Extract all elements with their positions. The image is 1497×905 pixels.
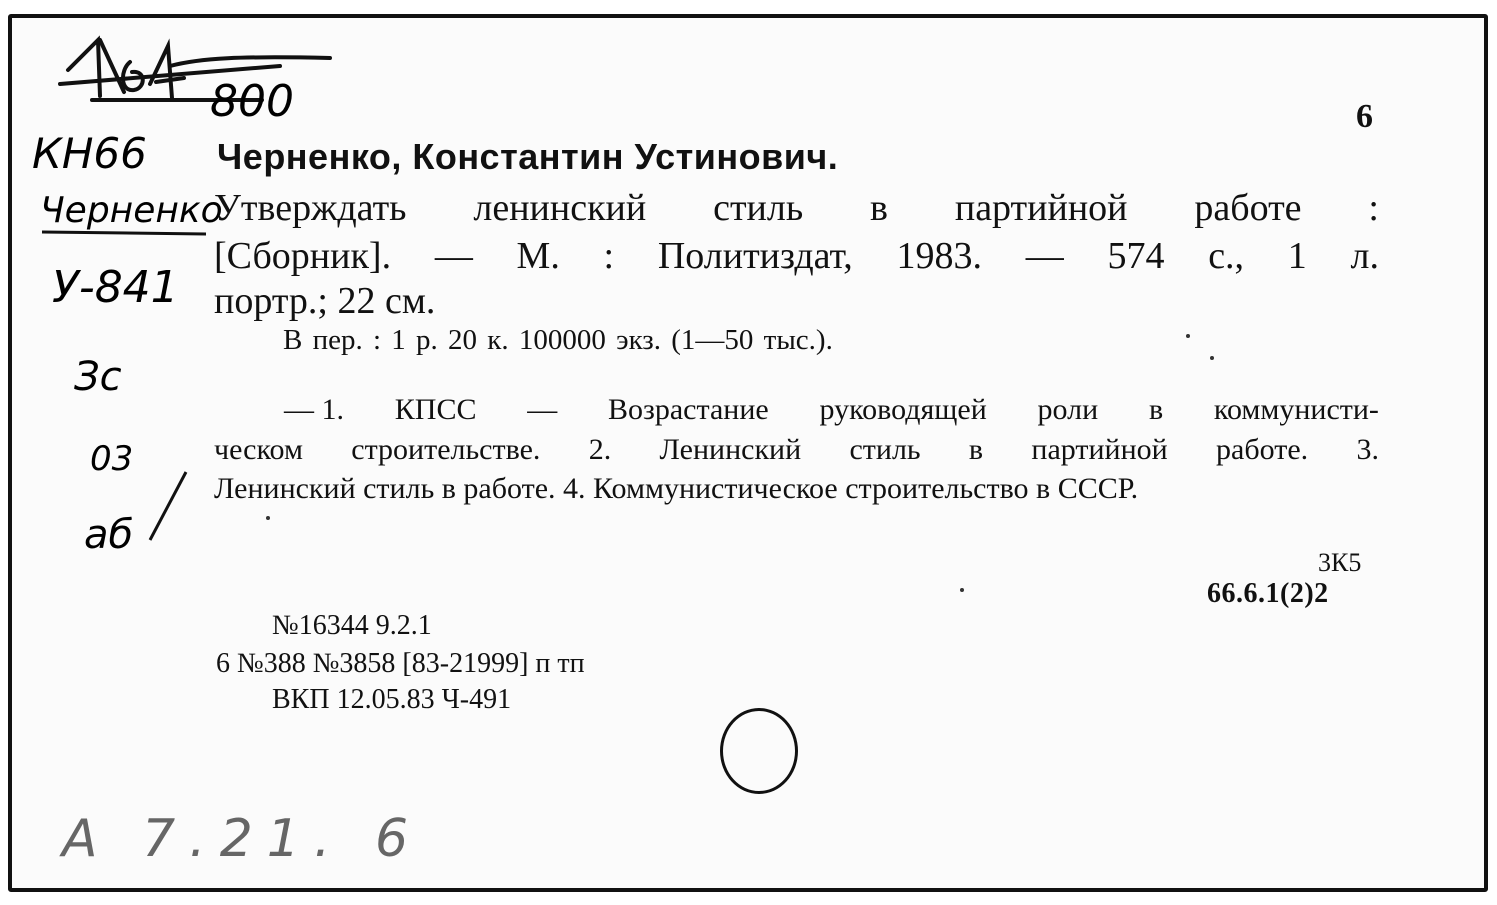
- subject-word: КПСС: [394, 393, 477, 426]
- stamp-circle: [720, 708, 798, 794]
- title-word: —: [1025, 235, 1064, 277]
- classification-code: 3К5: [1318, 548, 1362, 577]
- subject-word: работе.: [1216, 433, 1309, 466]
- subject-word: в: [968, 433, 984, 466]
- title-line-2: [214, 234, 1379, 278]
- handwritten-note-1: Зс: [74, 354, 122, 400]
- tech-line-2: 6 №388 №3858 [83-21999] п тп: [216, 648, 585, 679]
- title-line-1: [214, 186, 1379, 230]
- handwritten-author-short: Черненко: [40, 190, 223, 231]
- handwritten-shelf-mark: КН66: [32, 129, 147, 178]
- title-word: :: [1368, 187, 1379, 229]
- subject-word: партийной: [1031, 433, 1168, 466]
- title-word: с.,: [1208, 235, 1245, 277]
- tech-line-3: ВКП 12.05.83 Ч-491: [272, 684, 512, 715]
- title-word: 574: [1107, 235, 1165, 277]
- subjects-line-1: [284, 393, 1379, 427]
- subject-word: Возрастание: [608, 393, 769, 426]
- handwritten-bottom-pencil: А 7.21. 6: [62, 809, 423, 869]
- title-word: 1: [1287, 235, 1307, 277]
- bbk-index: 66.6.1(2)2: [1207, 578, 1329, 609]
- title-word: стиль: [713, 187, 804, 229]
- subject-word: 2.: [588, 433, 612, 466]
- handwritten-note-3: аб: [84, 512, 134, 558]
- subject-word: стиль: [849, 433, 921, 466]
- title-line-3: портр.; 22 см.: [214, 280, 436, 322]
- title-word: в: [870, 187, 888, 229]
- subject-word: строительстве.: [351, 433, 541, 466]
- subjects-line-3: Ленинский стиль в работе. 4. Коммунистическое строительство в СССР.: [214, 472, 1139, 505]
- subject-word: Ленинский: [659, 433, 802, 466]
- title-word: Утверждать: [214, 187, 407, 229]
- handwritten-slash: [150, 472, 186, 540]
- handwritten-note-2: 03: [90, 439, 134, 479]
- subject-word: ческом: [214, 433, 303, 466]
- tech-line-1: №16344 9.2.1: [272, 610, 432, 641]
- handwritten-inventory: У-841: [52, 262, 179, 313]
- subject-word: коммунисти-: [1213, 393, 1379, 426]
- title-word: [Сборник].: [214, 235, 392, 277]
- title-word: партийной: [954, 187, 1128, 229]
- subjects-line-2: [214, 433, 1379, 467]
- subject-word: — 1.: [284, 393, 344, 426]
- title-word: ленинский: [473, 187, 647, 229]
- title-word: Политиздат,: [657, 235, 853, 277]
- title-word: работе: [1194, 187, 1302, 229]
- handwritten-underline: [42, 232, 206, 234]
- author-heading: Черненко, Константин Устинович.: [217, 136, 839, 177]
- subject-word: 3.: [1356, 433, 1379, 466]
- handwritten-800: 800: [210, 76, 294, 127]
- title-word: л.: [1350, 235, 1379, 277]
- price-edition-line: В пер. : 1 р. 20 к. 100000 экз. (1—50 тыс.).: [283, 324, 833, 356]
- title-word: :: [603, 235, 615, 277]
- subject-word: роли: [1037, 393, 1099, 426]
- title-word: М.: [516, 235, 560, 277]
- subject-word: руководящей: [819, 393, 987, 426]
- subject-word: —: [527, 393, 558, 426]
- subject-word: в: [1148, 393, 1164, 426]
- title-word: —: [434, 235, 473, 277]
- title-word: 1983.: [896, 235, 983, 277]
- card-number: 6: [1356, 98, 1373, 135]
